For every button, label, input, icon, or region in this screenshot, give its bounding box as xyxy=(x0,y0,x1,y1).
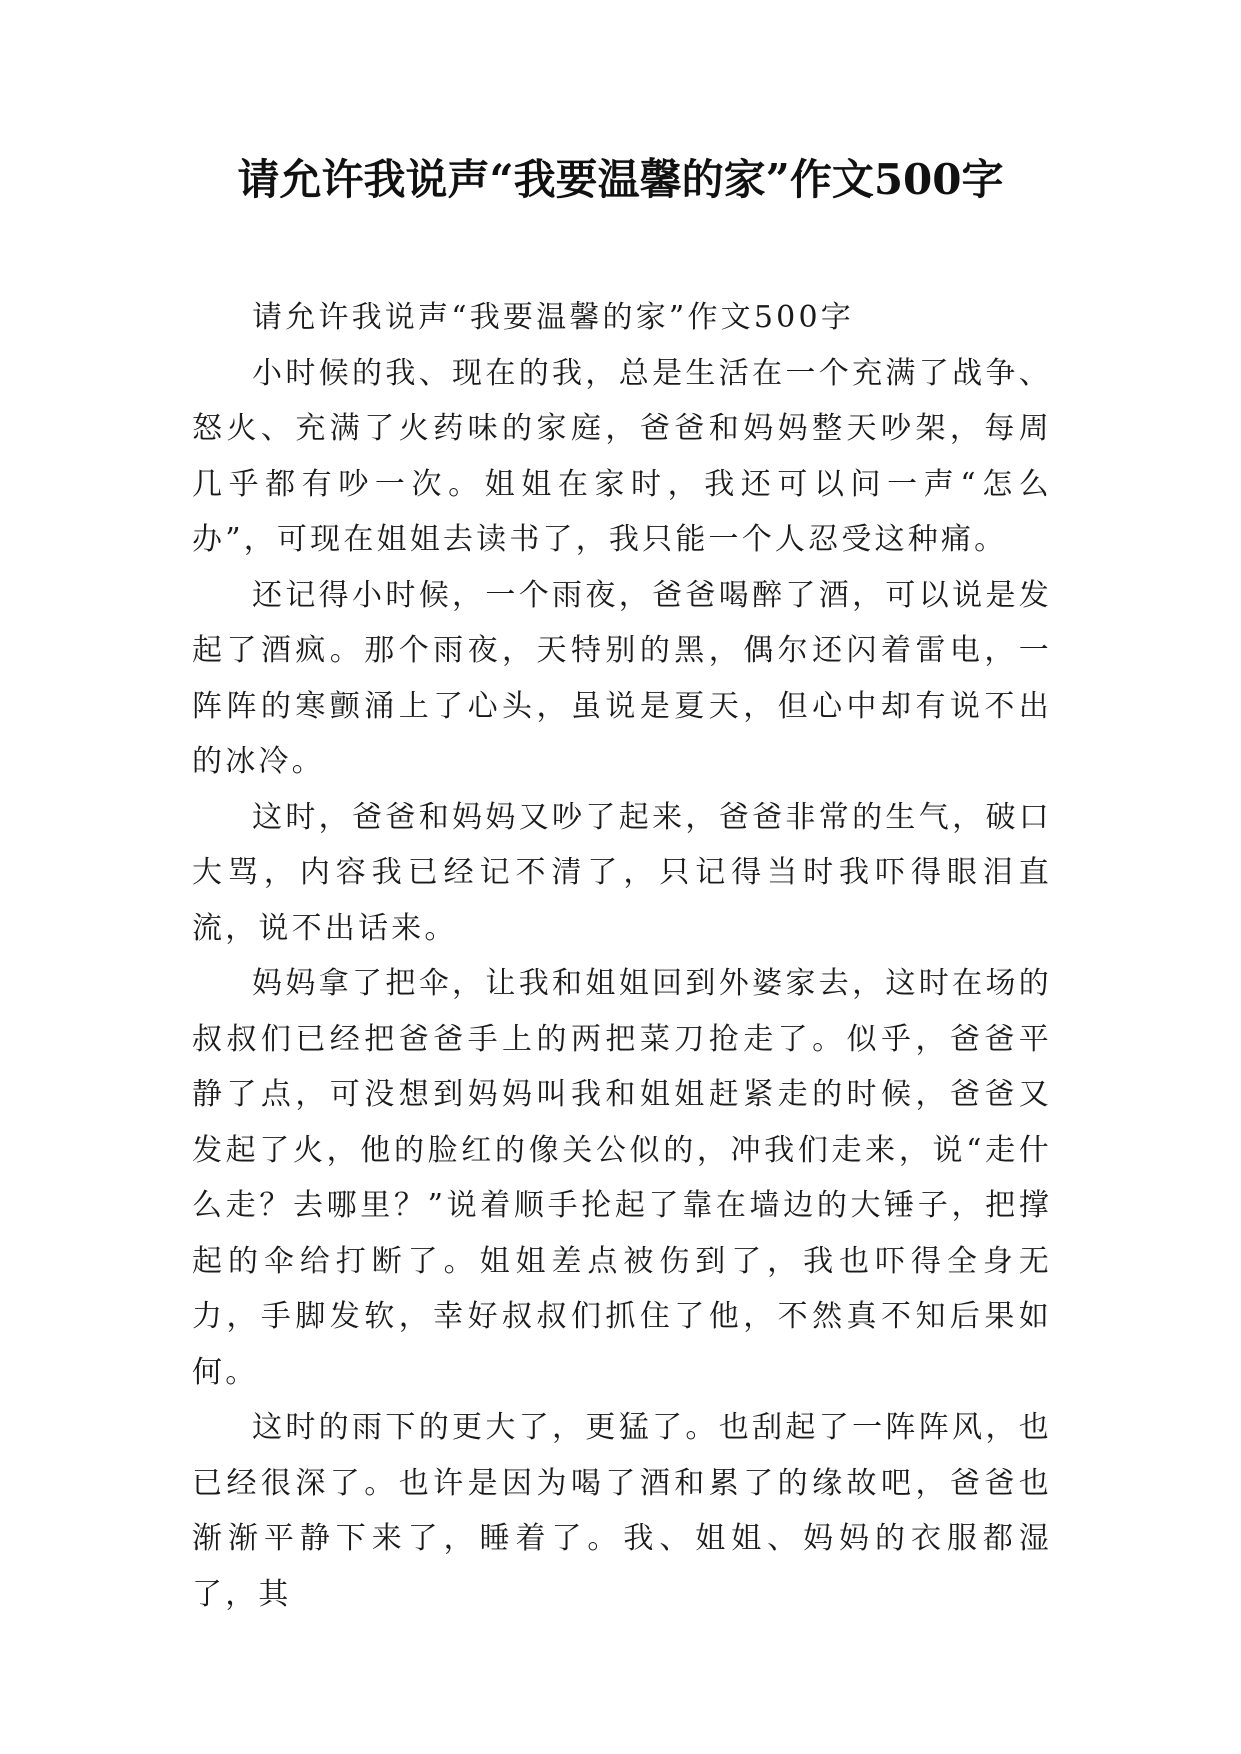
document-body xyxy=(192,290,1052,1622)
paragraph: 这时的雨下的更大了，更猛了。也刮起了一阵阵风，也已经很深了。也许是因为喝了酒和累了的缘故吧，爸爸也渐渐平静下来了，睡着了。我、姐姐、妈妈的衣服都湿了，其 xyxy=(192,1410,1052,1612)
paragraph: 妈妈拿了把伞，让我和姐姐回到外婆家去，这时在场的叔叔们已经把爸爸手上的两把菜刀抢走了。似乎，爸爸平静了点，可没想到妈妈叫我和姐姐赶紧走的时候，爸爸又发起了火，他的脸红的像关公似的，冲我们走来，说“走什么走？去哪里？”说着顺手抡起了靠在墙边的大锤子，把撑起的伞给打断了。姐姐差点被伤到了，我也吓得全身无力，手脚发软，幸好叔叔们抓住了他，不然真不知后果如何。 xyxy=(192,966,1052,1390)
document-title: 请允许我说声“我要温馨的家”作文500字 xyxy=(237,155,1004,204)
paragraph-subtitle: 请允许我说声“我要温馨的家”作文500字 xyxy=(252,300,854,335)
paragraph: 小时候的我、现在的我，总是生活在一个充满了战争、怒火、充满了火药味的家庭，爸爸和妈妈整天吵架，每周几乎都有吵一次。姐姐在家时，我还可以问一声“怎么办”，可现在姐姐去读书了，我只能一个人忍受这种痛。 xyxy=(192,355,1052,557)
paragraph: 还记得小时候，一个雨夜，爸爸喝醉了酒，可以说是发起了酒疯。那个雨夜，天特别的黑，偶尔还闪着雷电，一阵阵的寒颤涌上了心头，虽说是夏天，但心中却有说不出的冰冷。 xyxy=(192,577,1052,779)
paragraph: 这时，爸爸和妈妈又吵了起来，爸爸非常的生气，破口大骂，内容我已经记不清了，只记得当时我吓得眼泪直流，说不出话来。 xyxy=(192,799,1052,946)
